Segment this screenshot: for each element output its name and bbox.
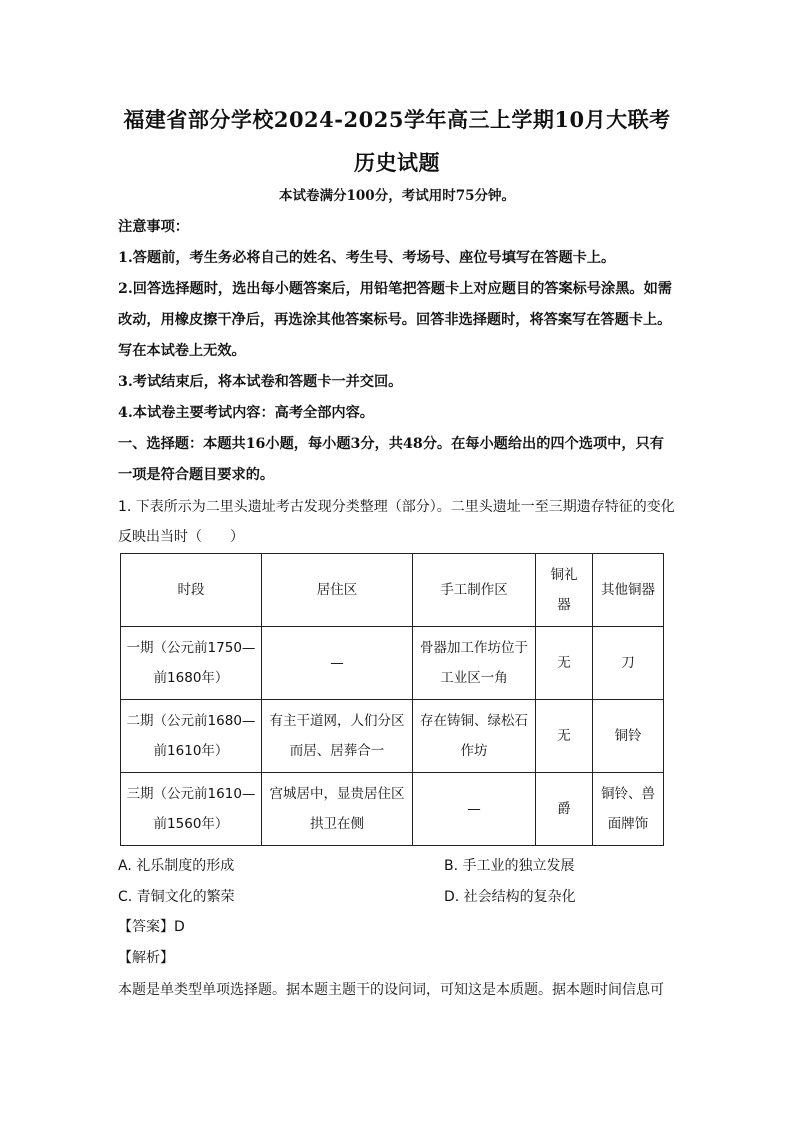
analysis-label: 【解析】 bbox=[118, 950, 174, 966]
cell-craft: 骨器加工作坊位于工业区一角 bbox=[413, 627, 536, 700]
cell-craft: 存在铸铜、绿松石作坊 bbox=[413, 700, 536, 773]
cell-other: 铜铃 bbox=[593, 700, 664, 773]
table-row bbox=[121, 627, 664, 700]
cell-residence: 宫城居中，显贵居住区拱卫在侧 bbox=[262, 773, 413, 846]
table-header-row bbox=[121, 554, 664, 627]
note-item-1: 1.答题前，考生务必将自己的姓名、考生号、考场号、座位号填写在答题卡上。 bbox=[118, 250, 616, 266]
option-c: C. 青铜文化的繁荣 bbox=[118, 889, 235, 905]
header-period: 时段 bbox=[121, 554, 262, 627]
exam-info: 本试卷满分100分，考试用时75分钟。 bbox=[279, 188, 515, 204]
cell-craft: — bbox=[413, 773, 536, 846]
note-item-4: 4.本试卷主要考试内容：高考全部内容。 bbox=[118, 405, 374, 421]
section-heading-cont: 一项是符合题目要求的。 bbox=[118, 467, 275, 483]
cell-period: 一期（公元前1750—前1680年） bbox=[121, 627, 262, 700]
question-stem-cont: 反映出当时（ ） bbox=[118, 529, 244, 545]
option-a: A. 礼乐制度的形成 bbox=[118, 858, 235, 874]
exam-title: 福建省部分学校2024-2025学年高三上学期10月大联考 bbox=[123, 107, 671, 132]
cell-period: 二期（公元前1680—前1610年） bbox=[121, 700, 262, 773]
option-b: B. 手工业的独立发展 bbox=[444, 858, 575, 874]
cell-ritual: 无 bbox=[536, 700, 593, 773]
analysis-text: 本题是单类型单项选择题。据本题主题干的设问词，可知这是本质题。据本题时间信息可 bbox=[118, 982, 664, 998]
header-other: 其他铜器 bbox=[593, 554, 664, 627]
table-row bbox=[121, 773, 664, 846]
subject-title: 历史试题 bbox=[354, 150, 440, 175]
cell-period: 三期（公元前1610—前1560年） bbox=[121, 773, 262, 846]
section-heading: 一、选择题：本题共16小题，每小题3分，共48分。在每小题给出的四个选项中，只有 bbox=[118, 436, 664, 452]
header-craft: 手工制作区 bbox=[413, 554, 536, 627]
note-item-2-cont: 改动，用橡皮擦干净后，再选涂其他答案标号。回答非选择题时，将答案写在答题卡上。 bbox=[118, 312, 672, 328]
cell-other: 刀 bbox=[593, 627, 664, 700]
answer-label: 【答案】D bbox=[118, 919, 185, 935]
option-d: D. 社会结构的复杂化 bbox=[444, 889, 576, 905]
table-row bbox=[121, 700, 664, 773]
header-ritual: 铜礼器 bbox=[536, 554, 593, 627]
notes-heading: 注意事项： bbox=[118, 219, 189, 235]
archaeology-table bbox=[120, 553, 664, 846]
cell-ritual: 无 bbox=[536, 627, 593, 700]
cell-residence: 有主干道网，人们分区而居、居葬合一 bbox=[262, 700, 413, 773]
note-item-2-end: 写在本试卷上无效。 bbox=[118, 343, 246, 359]
note-item-2: 2.回答选择题时，选出每小题答案后，用铅笔把答题卡上对应题目的答案标号涂黑。如需 bbox=[118, 281, 672, 297]
cell-other: 铜铃、兽面牌饰 bbox=[593, 773, 664, 846]
header-residence: 居住区 bbox=[262, 554, 413, 627]
cell-ritual: 爵 bbox=[536, 773, 593, 846]
note-item-3: 3.考试结束后，将本试卷和答题卡一并交回。 bbox=[118, 374, 403, 390]
question-stem: 1. 下表所示为二里头遗址考古发现分类整理（部分）。二里头遗址一至三期遗存特征的变化 bbox=[118, 499, 675, 515]
cell-residence: — bbox=[262, 627, 413, 700]
